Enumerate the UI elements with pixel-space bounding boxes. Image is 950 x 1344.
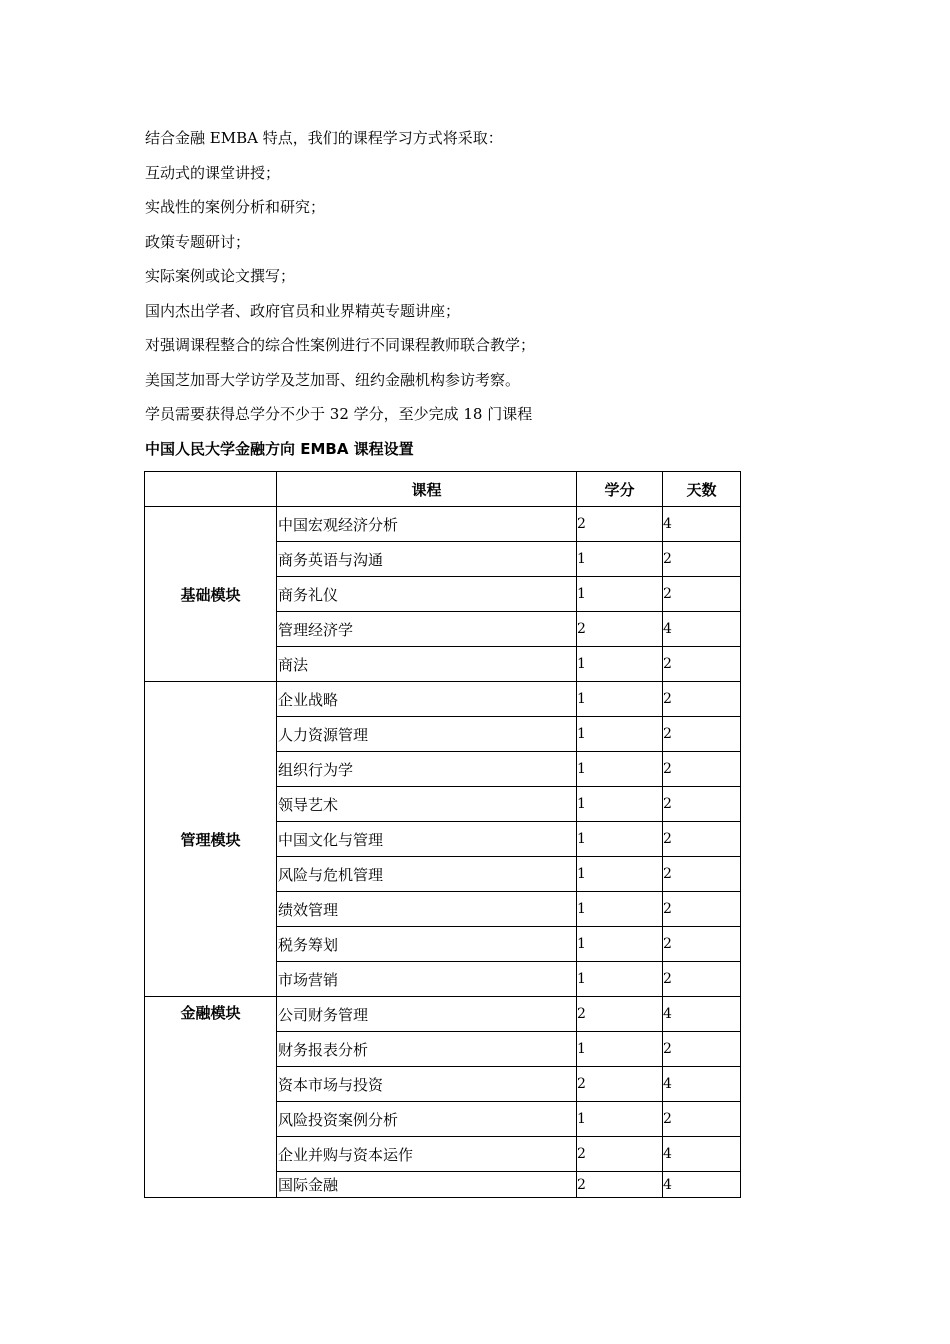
course-name: 财务报表分析 — [277, 1032, 577, 1067]
intro-line: 对强调课程整合的综合性案例进行不同课程教师联合教学； — [145, 336, 536, 354]
course-days: 2 — [663, 1032, 741, 1067]
course-credits: 1 — [577, 542, 663, 577]
header-days: 天数 — [663, 472, 741, 507]
table-row — [145, 507, 741, 542]
course-days: 2 — [663, 577, 741, 612]
table-row — [145, 997, 741, 1032]
course-credits: 1 — [577, 717, 663, 752]
course-credits: 1 — [577, 962, 663, 997]
course-days: 2 — [663, 1102, 741, 1137]
course-name: 资本市场与投资 — [277, 1067, 577, 1102]
course-name: 风险与危机管理 — [277, 857, 577, 892]
course-credits: 1 — [577, 1032, 663, 1067]
course-name: 领导艺术 — [277, 787, 577, 822]
intro-line: 美国芝加哥大学访学及芝加哥、纽约金融机构参访考察。 — [145, 371, 521, 389]
course-days: 2 — [663, 787, 741, 822]
course-name: 人力资源管理 — [277, 717, 577, 752]
course-credits: 1 — [577, 1102, 663, 1137]
course-days: 2 — [663, 542, 741, 577]
header-module — [145, 472, 277, 507]
course-days: 2 — [663, 927, 741, 962]
intro-line: 实战性的案例分析和研究； — [145, 198, 326, 216]
course-name: 企业战略 — [277, 682, 577, 717]
table-title: 中国人民大学金融方向 EMBA 课程设置 — [145, 440, 414, 458]
course-name: 公司财务管理 — [277, 997, 577, 1032]
course-name: 中国宏观经济分析 — [277, 507, 577, 542]
module-name: 管理模块 — [145, 682, 277, 997]
intro-line: 政策专题研讨； — [145, 233, 251, 251]
course-days: 4 — [663, 1067, 741, 1102]
course-name: 组织行为学 — [277, 752, 577, 787]
course-name: 绩效管理 — [277, 892, 577, 927]
course-days: 2 — [663, 962, 741, 997]
course-credits: 1 — [577, 752, 663, 787]
course-credits: 1 — [577, 857, 663, 892]
module-name: 金融模块 — [145, 997, 277, 1198]
course-credits: 1 — [577, 787, 663, 822]
course-days: 4 — [663, 612, 741, 647]
course-days: 2 — [663, 857, 741, 892]
course-credits: 2 — [577, 612, 663, 647]
course-days: 2 — [663, 682, 741, 717]
header-course: 课程 — [277, 472, 577, 507]
module-name: 基础模块 — [145, 507, 277, 682]
course-days: 2 — [663, 647, 741, 682]
course-name: 商法 — [277, 647, 577, 682]
course-name: 风险投资案例分析 — [277, 1102, 577, 1137]
course-name: 税务筹划 — [277, 927, 577, 962]
table-header-row — [145, 472, 741, 507]
course-days: 2 — [663, 717, 741, 752]
course-name: 管理经济学 — [277, 612, 577, 647]
course-name: 国际金融 — [277, 1172, 577, 1198]
course-days: 2 — [663, 752, 741, 787]
course-days: 2 — [663, 822, 741, 857]
course-name: 中国文化与管理 — [277, 822, 577, 857]
intro-line: 国内杰出学者、政府官员和业界精英专题讲座； — [145, 302, 461, 320]
intro-line: 学员需要获得总学分不少于 32 学分，至少完成 18 门课程 — [145, 405, 533, 423]
course-name: 市场营销 — [277, 962, 577, 997]
course-days: 2 — [663, 892, 741, 927]
course-name: 商务礼仪 — [277, 577, 577, 612]
course-credits: 2 — [577, 1067, 663, 1102]
course-credits: 1 — [577, 892, 663, 927]
course-days: 4 — [663, 507, 741, 542]
course-credits: 2 — [577, 997, 663, 1032]
course-credits: 1 — [577, 822, 663, 857]
course-name: 商务英语与沟通 — [277, 542, 577, 577]
course-credits: 1 — [577, 647, 663, 682]
header-credits: 学分 — [577, 472, 663, 507]
table-row — [145, 682, 741, 717]
course-credits: 1 — [577, 577, 663, 612]
course-days: 4 — [663, 1137, 741, 1172]
course-credits: 1 — [577, 927, 663, 962]
course-credits: 2 — [577, 1172, 663, 1198]
intro-line: 实际案例或论文撰写； — [145, 267, 296, 285]
course-credits: 2 — [577, 1137, 663, 1172]
course-name: 企业并购与资本运作 — [277, 1137, 577, 1172]
course-days: 4 — [663, 997, 741, 1032]
course-credits: 2 — [577, 507, 663, 542]
course-days: 4 — [663, 1172, 741, 1198]
course-credits: 1 — [577, 682, 663, 717]
intro-line: 互动式的课堂讲授； — [145, 164, 281, 182]
course-table — [144, 471, 741, 1198]
intro-line: 结合金融 EMBA 特点，我们的课程学习方式将采取： — [145, 129, 503, 147]
